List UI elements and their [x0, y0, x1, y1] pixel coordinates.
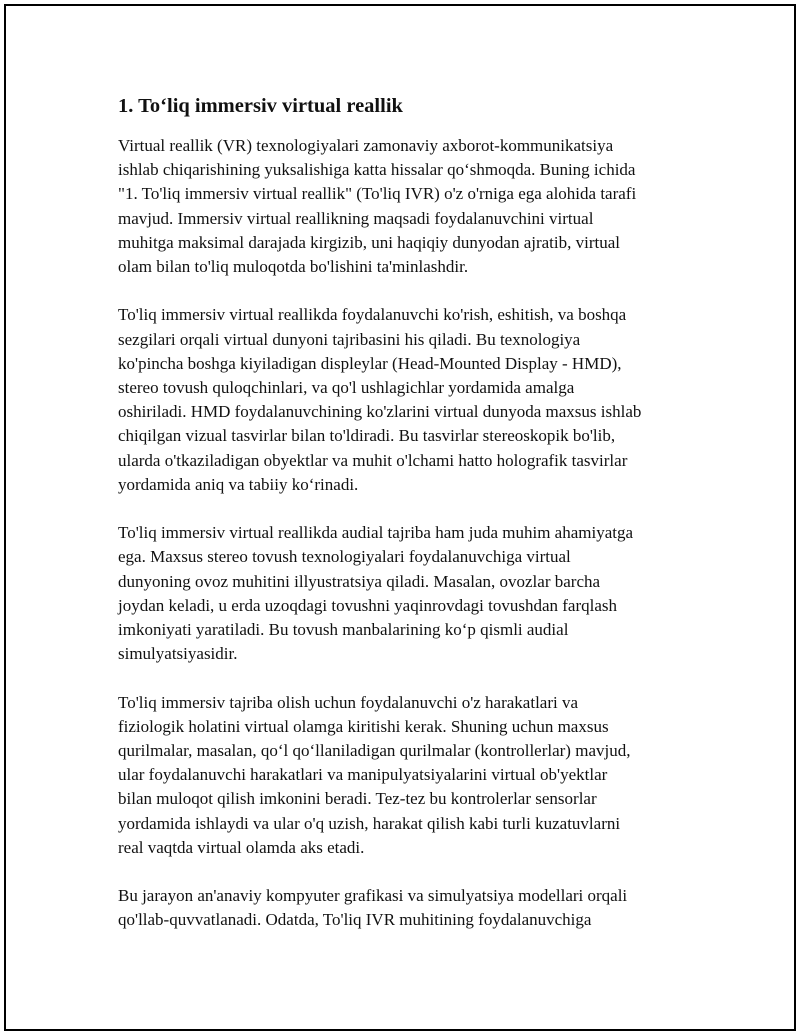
- document-body: [118, 92, 698, 957]
- section-heading: 1. To‘liq immersiv virtual reallik: [118, 95, 403, 117]
- text-line: ular foydalanuvchi harakatlari va manipulyatsiyalarini virtual ob'yektlar: [118, 765, 608, 785]
- text-line: ishlab chiqarishining yuksalishiga katta hissalar qo‘shmoqda. Buning ichida: [118, 160, 636, 180]
- text-line: To'liq immersiv virtual reallikda audial tajriba ham juda muhim ahamiyatga: [118, 523, 634, 543]
- text-line: oshiriladi. HMD foydalanuvchining ko'zlarini virtual dunyoda maxsus ishlab: [118, 402, 642, 422]
- text-line: chiqilgan vizual tasvirlar bilan to'ldiradi. Bu tasvirlar stereoskopik bo'lib,: [118, 426, 616, 446]
- paragraph-4: [118, 691, 698, 860]
- text-line: ko'pincha boshga kiyiladigan displeylar (Head-Mounted Display - HMD),: [118, 353, 622, 373]
- paragraph-2: [118, 303, 698, 497]
- text-line: olam bilan to'liq muloqotda bo'lishini ta'minlashdir.: [118, 257, 469, 277]
- text-line: ularda o'tkaziladigan obyektlar va muhit o'lchami hatto holografik tasvirlar: [118, 450, 628, 470]
- text-line: stereo tovush quloqchinlari, va qo'l ushlagichlar yordamida amalga: [118, 378, 575, 398]
- text-line: joydan keladi, u erda uzoqdagi tovushni yaqinrovdagi tovushdan farqlash: [118, 595, 618, 615]
- paragraph-3: [118, 521, 698, 666]
- text-line: dunyoning ovoz muhitini illyustratsiya qiladi. Masalan, ovozlar barcha: [118, 571, 601, 591]
- text-line: ega. Maxsus stereo tovush texnologiyalari foydalanuvchiga virtual: [118, 547, 571, 567]
- text-line: sezgilari orqali virtual dunyoni tajribasini his qiladi. Bu texnologiya: [118, 329, 581, 349]
- paragraph-5: [118, 884, 698, 932]
- text-line: "1. To'liq immersiv virtual reallik" (To'liq IVR) o'z o'rniga ega alohida tarafi: [118, 184, 637, 204]
- text-line: imkoniyati yaratiladi. Bu tovush manbalarining ko‘p qismli audial: [118, 620, 569, 640]
- text-line: yordamida ishlaydi va ular o'q uzish, harakat qilish kabi turli kuzatuvlarni: [118, 813, 621, 833]
- text-line: mavjud. Immersiv virtual reallikning maqsadi foydalanuvchini virtual: [118, 208, 594, 228]
- text-line: To'liq immersiv tajriba olish uchun foydalanuvchi o'z harakatlari va: [118, 692, 579, 712]
- text-line: qo'llab-quvvatlanadi. Odatda, To'liq IVR muhitining foydalanuvchiga: [118, 910, 592, 930]
- text-line: yordamida aniq va tabiiy ko‘rinadi.: [118, 474, 359, 494]
- text-line: bilan muloqot qilish imkonini beradi. Tez-tez bu kontrolerlar sensorlar: [118, 789, 597, 809]
- text-line: simulyatsiyasidir.: [118, 644, 238, 664]
- text-line: Bu jarayon an'anaviy kompyuter grafikasi va simulyatsiya modellari orqali: [118, 886, 628, 906]
- paragraph-1: [118, 134, 698, 279]
- text-line: fiziologik holatini virtual olamga kiritishi kerak. Shuning uchun maxsus: [118, 716, 609, 736]
- text-line: qurilmalar, masalan, qo‘l qo‘llaniladigan qurilmalar (kontrollerlar) mavjud,: [118, 741, 631, 761]
- text-line: real vaqtda virtual olamda aks etadi.: [118, 837, 365, 857]
- text-line: To'liq immersiv virtual reallikda foydalanuvchi ko'rish, eshitish, va boshqa: [118, 305, 627, 325]
- text-line: muhitga maksimal darajada kirgizib, uni haqiqiy dunyodan ajratib, virtual: [118, 232, 621, 252]
- text-line: Virtual reallik (VR) texnologiyalari zamonaviy axborot-kommunikatsiya: [118, 136, 614, 155]
